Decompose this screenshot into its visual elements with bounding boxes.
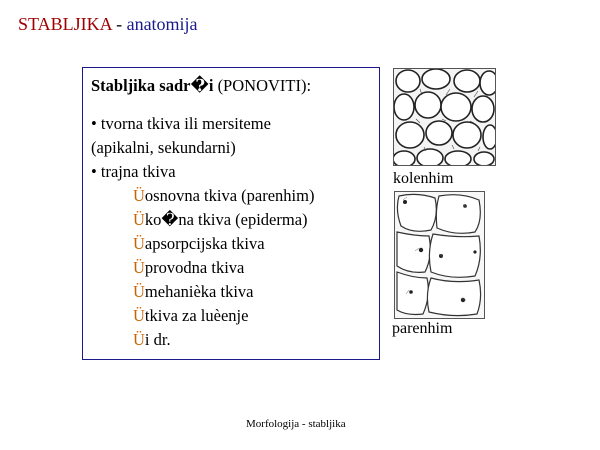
sub-item-text: ko�na tkiva (epiderma) <box>144 210 308 229</box>
title-dash: - <box>116 14 123 34</box>
sub-item-text: apsorpcijska tkiva <box>144 234 265 253</box>
kolenhim-drawing <box>394 69 495 165</box>
kolenhim-image <box>393 68 496 166</box>
bullet-tvorna-detail: (apikalni, sekundarni) <box>91 138 236 157</box>
sub-item-marker: Ü <box>133 210 145 229</box>
heading-bold: Stabljika sadr�i <box>91 76 214 95</box>
title-sub: anatomija <box>126 14 198 34</box>
sub-item-text: osnovna tkiva (parenhim) <box>144 186 315 205</box>
sub-item <box>91 328 371 352</box>
sub-item-marker: Ü <box>133 330 145 349</box>
sub-item <box>91 304 371 328</box>
bullet-tvorna: • tvorna tkiva ili mersiteme <box>91 114 271 133</box>
bullet-trajna: • trajna tkiva <box>91 162 176 181</box>
content-heading <box>91 74 371 98</box>
parenhim-caption: parenhim <box>392 320 453 337</box>
sub-item <box>91 184 371 208</box>
sub-item <box>91 256 371 280</box>
sub-item-text: mehanièka tkiva <box>144 282 254 301</box>
sub-item-marker: Ü <box>133 306 145 325</box>
content-box <box>82 67 380 360</box>
parenhim-image <box>394 191 485 319</box>
parenhim-drawing <box>395 192 484 318</box>
sub-item <box>91 280 371 304</box>
title-main: STABLJIKA <box>18 14 112 34</box>
sub-item-marker: Ü <box>133 282 145 301</box>
sub-item <box>91 208 371 232</box>
sub-item-marker: Ü <box>133 186 145 205</box>
footer-text: Morfologija - stabljika <box>246 418 346 430</box>
slide-title <box>18 14 198 35</box>
sub-item-text: tkiva za luèenje <box>144 306 249 325</box>
sub-item <box>91 232 371 256</box>
heading-normal: (PONOVITI): <box>217 76 312 95</box>
sub-item-marker: Ü <box>133 234 145 253</box>
sub-item-text: provodna tkiva <box>144 258 245 277</box>
sub-item-marker: Ü <box>133 258 145 277</box>
kolenhim-caption: kolenhim <box>393 170 454 187</box>
sub-item-text: i dr. <box>144 330 171 349</box>
